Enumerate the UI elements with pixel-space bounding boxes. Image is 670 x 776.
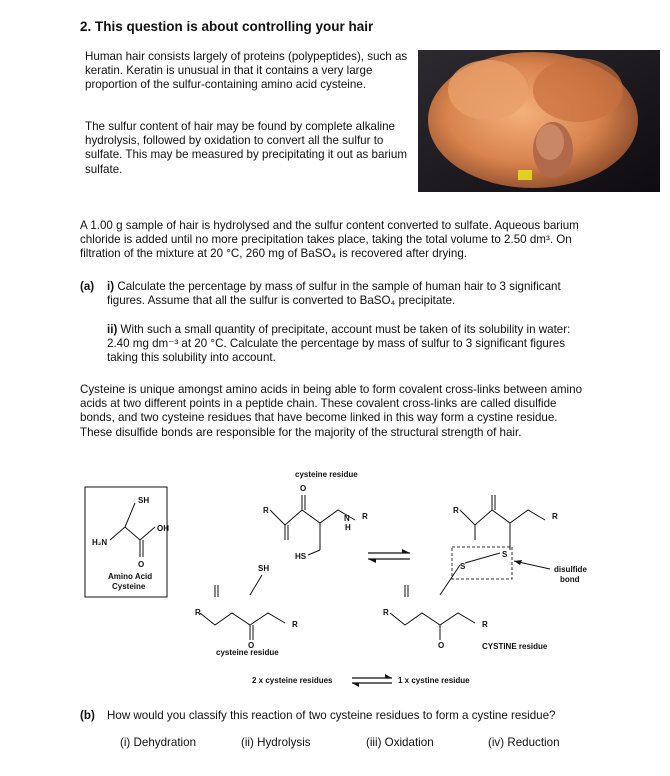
option-dehydration: (i) Dehydration xyxy=(120,736,197,749)
bottom-r-right: R xyxy=(292,620,298,629)
box-oh-label: OH xyxy=(157,524,169,533)
option-reduction: (iv) Reduction xyxy=(488,736,560,749)
part-a-ii xyxy=(107,323,577,366)
part-b-text: How would you classify this reaction of two cysteine residues to form a cystine residue? xyxy=(107,709,556,722)
box-caption-1: Amino Acid xyxy=(108,572,153,581)
top-residue-title: cysteine residue xyxy=(295,470,358,479)
disulfide-label-2: bond xyxy=(560,575,580,584)
bottom-residue-title: cysteine residue xyxy=(216,648,279,657)
eq-right-label: 1 x cystine residue xyxy=(398,676,470,685)
cystine-s-1: S xyxy=(460,562,466,571)
intro-paragraph-1: Human hair consists largely of proteins (polypeptides), such as keratin. Keratin is unusual in that it contains a very large proportion of the sulfur-containing amino acid cysteine. xyxy=(85,50,408,92)
eq-left-label: 2 x cysteine residues xyxy=(252,676,333,685)
top-o-upper: O xyxy=(300,484,307,493)
box-sh-label: SH xyxy=(138,496,150,505)
cysteine-paragraph: Cysteine is unique amongst amino acids in being able to form covalent cross-links between amino acids at two different points in a peptide chain. These covalent cross-links are called disulfide bonds, and two cysteine residues that have become linked in this way form a cystine residue. These disulfide bonds are responsible for the majority of the structural strength of hair. xyxy=(80,383,583,439)
cystine-r-4: R xyxy=(482,620,488,629)
top-r-right: R xyxy=(362,512,368,521)
part-a-i xyxy=(107,280,577,308)
top-r-left: R xyxy=(263,506,269,515)
top-hs-label: HS xyxy=(295,552,307,561)
intro-paragraph-2: The sulfur content of hair may be found by complete alkaline hydrolysis, followed by oxidation to convert all the sulfur to sulfate. This may be measured by precipitating it out as barium sulfate. xyxy=(85,120,407,176)
part-a-i-number: i) xyxy=(107,280,115,293)
cystine-o: O xyxy=(438,641,445,650)
part-b-label: (b) xyxy=(80,709,95,722)
cystine-s-2: S xyxy=(502,550,508,559)
part-a-i-text: Calculate the percentage by mass of sulfur in the sample of human hair to 3 significant figures. Assume that all the sulfur is converted to BaSO₄ precipitate. xyxy=(107,280,561,308)
bottom-o: O xyxy=(248,641,255,650)
cystine-r-1: R xyxy=(453,506,459,515)
cystine-r-2: R xyxy=(552,512,558,521)
option-oxidation: (iii) Oxidation xyxy=(366,736,434,749)
disulfide-label-1: disulfide xyxy=(554,565,587,574)
hair-photo xyxy=(418,50,660,192)
box-o-label: O xyxy=(138,560,145,569)
option-hydrolysis: (ii) Hydrolysis xyxy=(241,736,311,749)
box-h2n-label: H₂N xyxy=(92,538,108,547)
question-title: 2. This question is about controlling your hair xyxy=(80,19,374,34)
part-a-ii-number: ii) xyxy=(107,323,118,336)
part-a-ii-text: With such a small quantity of precipitate, account must be taken of its solubility in water: 2.40 mg dm⁻³ at 20 °C. Calculate the percentage by mass of sulfur to 3 significant figures taking this solubility into account. xyxy=(107,323,571,365)
cysteine-diagram xyxy=(80,465,600,697)
cystine-residue-label: CYSTINE residue xyxy=(482,642,548,651)
experiment-paragraph: A 1.00 g sample of hair is hydrolysed and the sulfur content converted to sulfate. Aqueous barium chloride is added until no more precipitation takes place, taking the total volume to 2.50 dm³. On filtration of the mixture at 20 °C, 260 mg of BaSO₄ is recovered after drying. xyxy=(80,219,579,261)
bottom-r-left: R xyxy=(195,608,201,617)
bottom-sh-label: SH xyxy=(258,564,270,573)
top-n-right: N xyxy=(344,514,350,523)
part-a-label: (a) xyxy=(80,280,95,293)
top-h-right: H xyxy=(345,523,351,532)
box-caption-2: Cysteine xyxy=(112,582,146,591)
cystine-r-3: R xyxy=(383,608,389,617)
